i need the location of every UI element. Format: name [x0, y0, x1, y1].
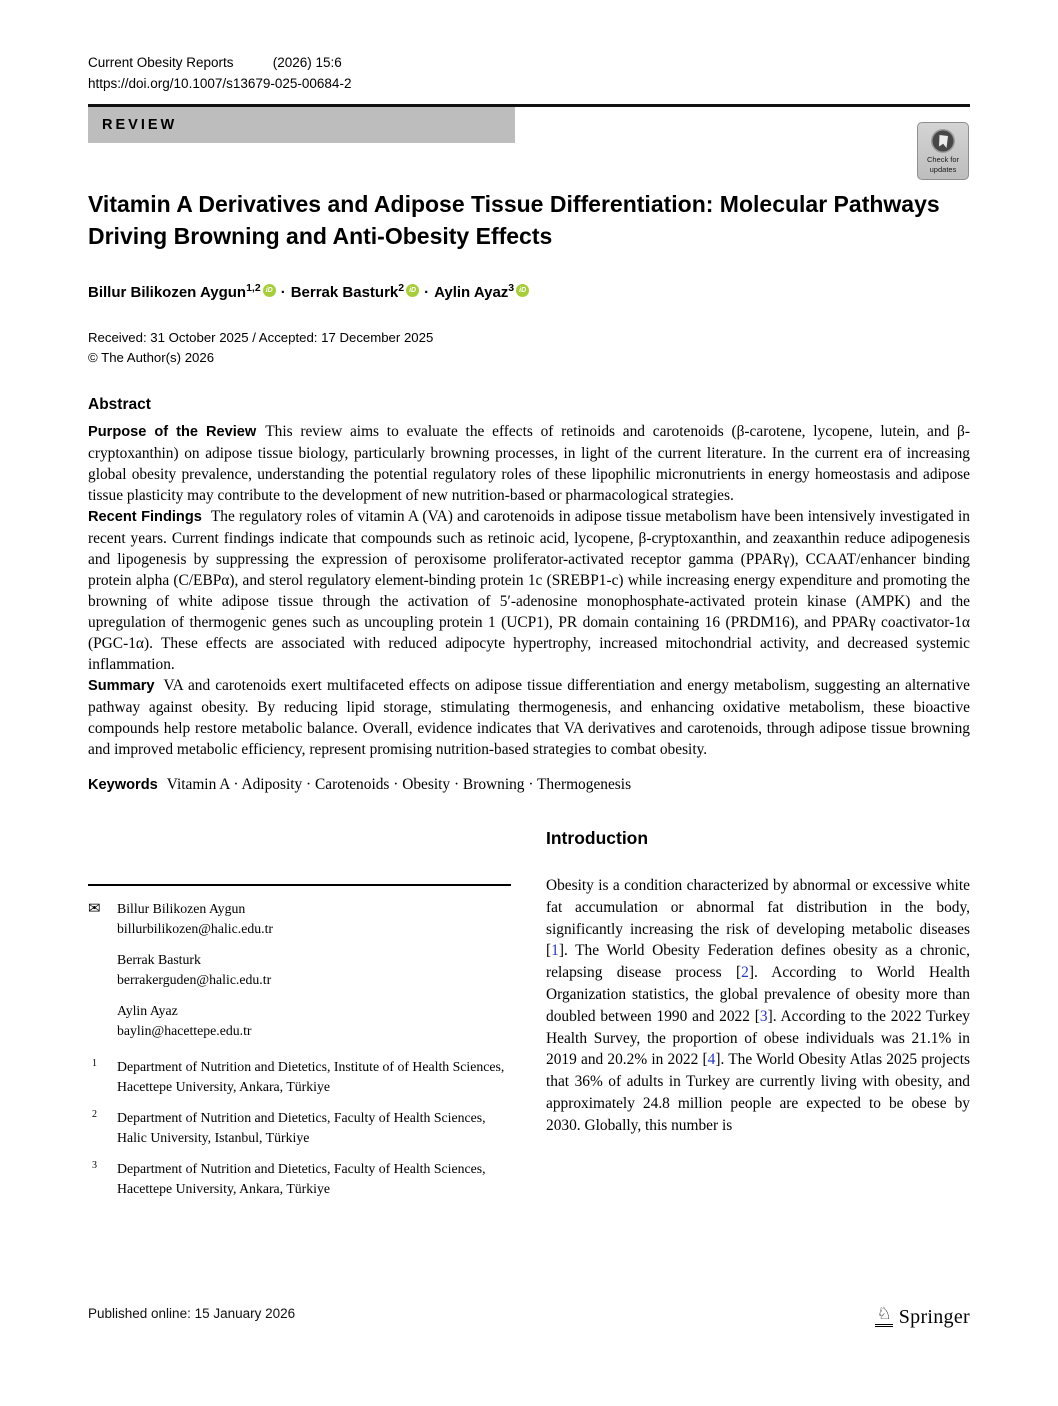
keywords-list: Vitamin A · Adiposity · Carotenoids · Obesity · Browning · Thermogenesis — [166, 776, 632, 793]
correspondence-name: Billur Bilikozen Aygun — [117, 901, 246, 916]
affiliations-list — [88, 1057, 511, 1199]
author-name: Billur Bilikozen Aygun — [88, 284, 247, 301]
orcid-icon[interactable]: iD — [406, 284, 419, 297]
abstract-section — [88, 396, 970, 760]
introduction-column — [546, 828, 970, 1210]
correspondence-email[interactable]: baylin@hacettepe.edu.tr — [117, 1023, 252, 1038]
published-online-line: Published online: 15 January 2026 — [88, 1306, 296, 1321]
orcid-icon[interactable]: iD — [263, 284, 276, 297]
abstract-findings-label: Recent Findings — [88, 509, 202, 525]
abstract-purpose-text: This review aims to evaluate the effects of retinoids and carotenoids (β-carotene, lycopene, lutein, and β-cryptoxanthin) on adipose tissue biology, particularly browning processes, in light of the current literature. In the current era of increasing global obesity prevalence, understanding the potential regulatory roles of these lipophilic micronutrients in energy homeostasis and adipose tissue plasticity may contribute to the development of new nutrition-based or pharmacological strategies. — [88, 423, 970, 504]
correspondence-entry — [88, 950, 511, 990]
crossmark-icon — [930, 128, 956, 154]
affiliation-item — [88, 1057, 511, 1097]
envelope-icon: ✉ — [88, 899, 101, 917]
affiliation-number: 1 — [92, 1058, 97, 1069]
author-affiliation-sup: 2 — [398, 282, 405, 294]
affiliation-text: Department of Nutrition and Dietetics, Faculty of Health Sciences, Hacettepe University, Ankara, Türkiye — [117, 1161, 486, 1196]
check-updates-text-line2: updates — [929, 165, 957, 174]
intro-text: ]. According to World Health Organization statistics, the global prevalence of obesity more than doubled between 1990 and 2022 [ — [546, 964, 971, 1025]
correspondence-block — [88, 884, 511, 1199]
affiliation-number: 3 — [92, 1160, 97, 1171]
author-separator: · — [424, 284, 430, 301]
keywords-line — [88, 776, 970, 794]
check-updates-text-line1: Check for — [926, 155, 960, 164]
abstract-purpose-label: Purpose of the Review — [88, 424, 257, 440]
citation-ref[interactable]: 1 — [551, 942, 559, 960]
author-affiliation-sup: 1,2 — [246, 282, 261, 294]
correspondence-email[interactable]: berrakerguden@halic.edu.tr — [117, 972, 272, 987]
citation-ref[interactable]: 2 — [741, 964, 749, 982]
introduction-heading: Introduction — [546, 828, 649, 848]
two-column-area — [88, 828, 970, 1210]
corresponding-author-entry — [88, 899, 511, 939]
intro-text: ]. The World Obesity Federation defines obesity as a chronic, relapsing disease process [ — [546, 942, 970, 982]
author-name: Berrak Basturk — [290, 284, 399, 301]
abstract-findings-text: The regulatory roles of vitamin A (VA) and carotenoids in adipose tissue metabolism have been intensively investigated in recent years. Current findings indicate that compounds such as retinoic acid, lycopene, β-cryptoxanthin, and zeaxanthin reduce adipogenesis and lipogenesis by suppressing the expression of peroxisome proliferator-activated receptor gamma (PPARγ), CCAAT/enhancer binding protein alpha (C/EBPα), and sterol regulatory element-binding protein 1c (SREBP1-c) while increasing energy expenditure and promoting the browning of white adipose tissue through the activation of 5′-adenosine monophosphate-activated protein kinase (AMPK) and the upregulation of thermogenic genes such as uncoupling protein 1 (UCP1), PR domain containing 16 (PRDM16), and PPARγ coactivator-1α (PGC-1α). These effects are associated with reduced adipocyte hypertrophy, increased mitochondrial activity, and decreased systemic inflammation. — [88, 508, 971, 673]
journal-issue: (2026) 15:6 — [272, 55, 342, 70]
affiliation-text: Department of Nutrition and Dietetics, Faculty of Health Sciences, Halic University, Istanbul, Türkiye — [117, 1110, 486, 1145]
journal-header — [88, 52, 970, 73]
springer-knight-icon: ♘ — [875, 1306, 892, 1327]
affiliation-text: Department of Nutrition and Dietetics, Institute of of Health Sciences, Hacettepe University, Ankara, Türkiye — [117, 1059, 505, 1094]
check-for-updates-badge[interactable] — [917, 122, 969, 180]
correspondence-name: Aylin Ayaz — [117, 1003, 178, 1018]
dates-block — [88, 328, 970, 368]
article-title: Vitamin A Derivatives and Adipose Tissue Differentiation: Molecular Pathways Driving Browning and Anti-Obesity Effects — [88, 191, 940, 249]
intro-text: ]. According to the 2022 Turkey Health Survey, the proportion of obese individuals was 21.1% in 2019 and 20.2% in 2022 [ — [546, 1007, 970, 1069]
page-footer — [88, 1306, 970, 1327]
abstract-summary-paragraph — [88, 675, 970, 760]
orcid-icon[interactable]: iD — [516, 284, 529, 297]
springer-wordmark: Springer — [898, 1306, 970, 1328]
correspondence-name: Berrak Basturk — [117, 952, 201, 967]
springer-logo — [875, 1306, 970, 1327]
introduction-paragraph — [546, 875, 970, 1137]
abstract-findings-paragraph — [88, 506, 970, 675]
footnotes-column — [88, 828, 511, 1210]
abstract-summary-label: Summary — [88, 678, 155, 694]
doi-link[interactable]: https://doi.org/10.1007/s13679-025-00684-2 — [88, 76, 352, 91]
affiliation-item — [88, 1159, 511, 1199]
intro-text: ]. The World Obesity Atlas 2025 projects that 36% of adults in Turkey are currently living with obesity, and approximately 24.8 million people are expected to be obese by 2030. Globally, this number is — [546, 1051, 971, 1134]
affiliation-number: 2 — [92, 1109, 97, 1120]
author-separator: · — [280, 284, 286, 301]
keywords-label: Keywords — [88, 777, 158, 793]
author-affiliation-sup: 3 — [508, 282, 515, 294]
abstract-summary-text: VA and carotenoids exert multifaceted effects on adipose tissue differentiation and energy metabolism, suggesting an alternative pathway against obesity. By reducing lipid storage, stimulating thermogenesis, and enhancing oxidative metabolism, these bioactive compounds help restore metabolic balance. Overall, evidence indicates that VA derivatives and carotenoids, through adipose tissue browning and improved metabolic efficiency, represent promising nutrition-based strategies to combat obesity. — [88, 677, 970, 758]
copyright-line: © The Author(s) 2026 — [88, 350, 215, 365]
article-type-banner — [88, 107, 515, 143]
correspondence-entry — [88, 1001, 511, 1041]
journal-name: Current Obesity Reports — [88, 55, 234, 70]
correspondence-email[interactable]: billurbilikozen@halic.edu.tr — [117, 921, 273, 936]
author-name: Aylin Ayaz — [434, 284, 509, 301]
citation-ref[interactable]: 4 — [707, 1051, 716, 1069]
abstract-purpose-paragraph — [88, 421, 970, 506]
received-accepted-line: Received: 31 October 2025 / Accepted: 17 December 2025 — [88, 330, 434, 345]
abstract-heading: Abstract — [88, 396, 151, 413]
author-line — [88, 282, 970, 301]
citation-ref[interactable]: 3 — [759, 1007, 768, 1025]
intro-text: Obesity is a condition characterized by abnormal or excessive white fat accumulation or abnormal fat distribution in the body, significantly increasing the risk of developing metabolic diseases [ — [546, 877, 970, 960]
affiliation-item — [88, 1108, 511, 1148]
article-type-label: REVIEW — [102, 117, 178, 133]
